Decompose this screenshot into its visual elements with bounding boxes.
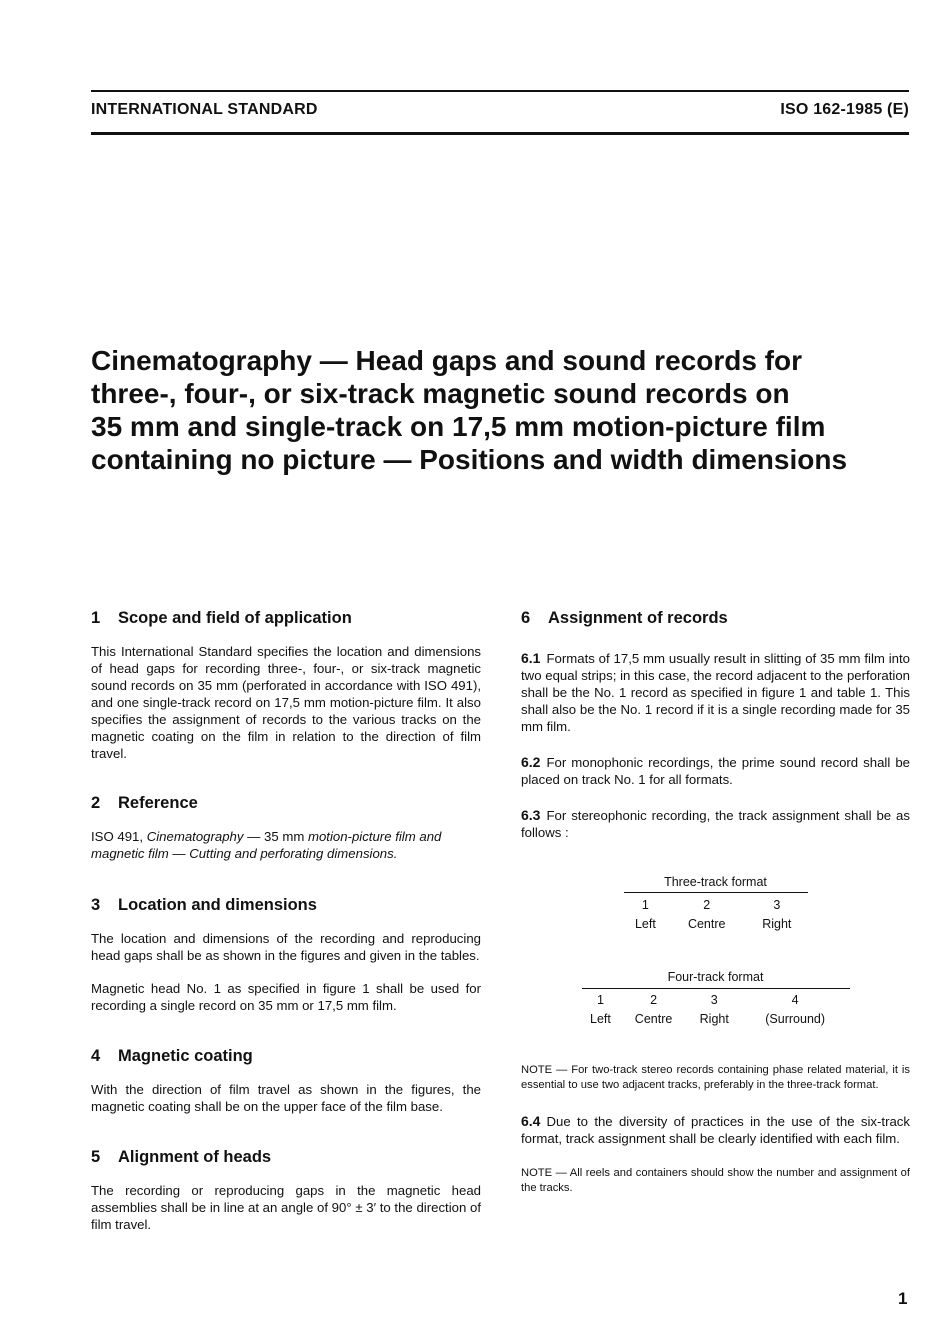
section-alignment (91, 1146, 481, 1233)
note-reels: NOTE — All reels and containers should show the number and assignment of the tracks. (521, 1167, 910, 1194)
track-number: 1 (596, 993, 604, 1008)
clause-text: Due to the diversity of practices in the use of the six-track format, track assignment shall be clearly identified with each film. (521, 1114, 910, 1146)
clause-text: Formats of 17,5 mm usually result in slitting of 35 mm film into two equal strips; in this case, the record adjacent to the perforation shall be the No. 1 record as specified in figure 1 and table 1. This shall also be the No. 1 record if it is a single recording made for 35 mm film. (521, 651, 910, 734)
clause-6-2 (521, 754, 910, 788)
section-heading (91, 1146, 481, 1168)
section-title: Alignment of heads (118, 1148, 272, 1166)
clause-number: 6.3 (521, 807, 541, 823)
table-title: Four-track format (582, 967, 850, 989)
reference-code: ISO 491, (91, 829, 147, 844)
track-name: Left (590, 1012, 611, 1026)
track-name: (Surround) (765, 1012, 826, 1026)
section-title: Reference (118, 794, 198, 812)
section-coating (91, 1045, 481, 1115)
header-document-type: INTERNATIONAL STANDARD (91, 101, 318, 118)
section-body: This International Standard specifies the location and dimensions of head gaps for recording three-, four-, or six-track magnetic sound records on 35 mm (perforated in accordance with ISO 491), and one single-track record on 17,5 mm motion-picture film. It also specifies the assignment of records to the various tracks on the magnetic coating on the film in relation to the direction of film travel. (91, 644, 481, 761)
clause-number: 6.4 (521, 1113, 541, 1129)
track-name: Left (634, 916, 656, 931)
section-title: Magnetic coating (118, 1047, 253, 1065)
clause-6-4 (521, 1113, 910, 1147)
track-number: 2 (650, 993, 658, 1008)
title-line: 35 mm and single-track on 17,5 mm motion-picture film (91, 411, 826, 442)
track-number: 4 (791, 993, 799, 1008)
page-header (91, 101, 909, 121)
track-name: Centre (634, 1012, 673, 1026)
section-number: 4 (91, 1047, 101, 1065)
section-heading (91, 607, 481, 629)
title-line: three-, four-, or six-track magnetic sound records on (91, 378, 790, 409)
section-number: 2 (91, 794, 101, 812)
section-heading (521, 607, 910, 629)
track-number: 1 (641, 897, 649, 912)
right-column (521, 607, 910, 1196)
reference-title-a: Cinematography — (146, 829, 264, 844)
section-title: Location and dimensions (118, 896, 317, 914)
section-body: With the direction of film travel as shown in the figures, the magnetic coating shall be on the upper face of the film base. (91, 1082, 481, 1114)
section-heading (91, 894, 481, 916)
document-title (91, 344, 921, 476)
section-number: 3 (91, 896, 101, 914)
track-number: 3 (773, 897, 781, 912)
clause-6-3 (521, 807, 910, 841)
clause-6-1 (521, 650, 910, 735)
track-name: Centre (687, 916, 726, 931)
track-name: Right (762, 916, 792, 931)
note-two-track: NOTE — For two-track stereo records containing phase related material, it is essential to use two adjacent tracks, preferably in the three-track format. (521, 1064, 910, 1091)
page-number: 1 (898, 1289, 908, 1308)
section-number: 5 (91, 1148, 101, 1166)
left-column (91, 607, 481, 1233)
header-standard-number: ISO 162-1985 (E) (780, 101, 909, 118)
section-location (91, 894, 481, 1014)
reference-title-b: 35 mm (264, 829, 308, 844)
reference-text (91, 828, 481, 862)
section-title: Scope and field of application (118, 609, 352, 627)
title-line: containing no picture — Positions and width dimensions (91, 444, 848, 475)
section-heading (91, 1045, 481, 1067)
section-title: Assignment of records (548, 609, 728, 627)
section-body: The location and dimensions of the recording and reproducing head gaps shall be as shown in the figures and given in the tables. (91, 931, 481, 963)
header-bottom-rule (91, 132, 909, 135)
track-number: 2 (703, 897, 711, 912)
section-number: 6 (521, 609, 531, 627)
section-body: Magnetic head No. 1 as specified in figure 1 shall be used for recording a single record on 35 mm or 17,5 mm film. (91, 981, 481, 1013)
header-top-rule (91, 90, 909, 92)
section-number: 1 (91, 609, 101, 627)
section-body: The recording or reproducing gaps in the magnetic head assemblies shall be in line at an angle of 90° ± 3′ to the direction of film travel. (91, 1183, 481, 1232)
table-title: Three-track format (624, 871, 808, 893)
section-reference (91, 792, 481, 862)
track-name: Right (699, 1012, 729, 1026)
section-heading (91, 792, 481, 814)
section-scope (91, 607, 481, 762)
reference-title-c: motion-picture film and magnetic film — Cutting and perforating dimensions. (91, 829, 442, 861)
four-track-table (582, 967, 850, 1030)
clause-text: For stereophonic recording, the track assignment shall be as follows : (521, 808, 910, 840)
track-number: 3 (710, 993, 718, 1008)
clause-number: 6.1 (521, 650, 541, 666)
title-line: Cinematography — Head gaps and sound records for (91, 345, 803, 376)
clause-number: 6.2 (521, 754, 541, 770)
clause-text: For monophonic recordings, the prime sound record shall be placed on track No. 1 for all formats. (521, 755, 910, 787)
section-assignment (521, 607, 910, 1196)
three-track-table (624, 871, 808, 934)
